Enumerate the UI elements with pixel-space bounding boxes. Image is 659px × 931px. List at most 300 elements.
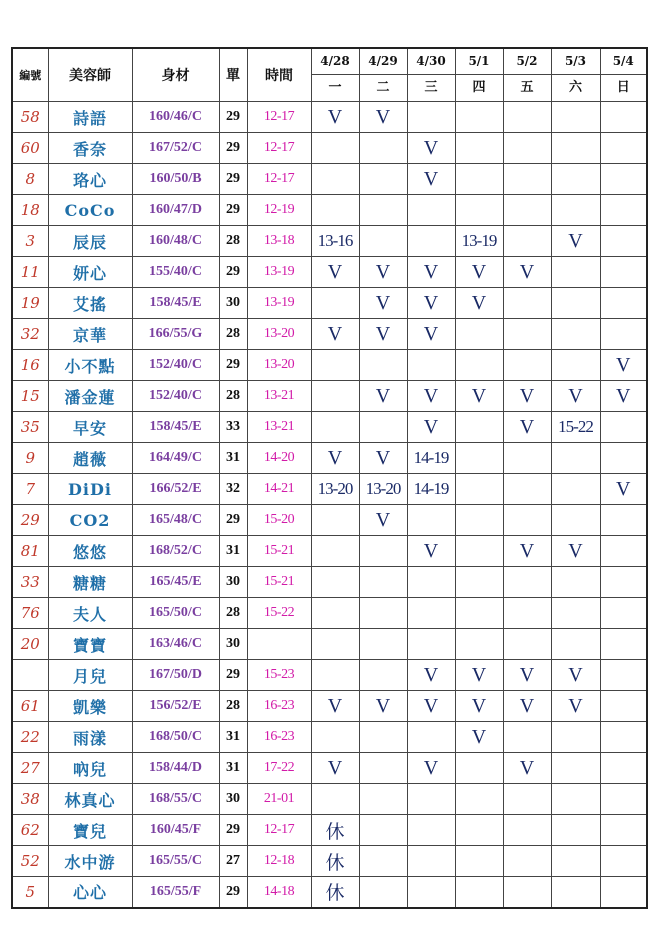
day-cell bbox=[600, 536, 647, 567]
day-cell: V bbox=[503, 691, 551, 722]
day-cell: 13-19 bbox=[455, 226, 503, 257]
day-cell bbox=[503, 133, 551, 164]
day-cell bbox=[407, 567, 455, 598]
day-cell bbox=[600, 815, 647, 846]
day-cell bbox=[311, 567, 359, 598]
day-cell bbox=[455, 784, 503, 815]
day-cell bbox=[455, 598, 503, 629]
stylist-orders: 31 bbox=[219, 753, 247, 784]
stylist-time: 12-17 bbox=[247, 164, 311, 195]
header-orders: 單 bbox=[219, 48, 247, 102]
day-cell: V bbox=[311, 443, 359, 474]
stylist-time: 13-21 bbox=[247, 381, 311, 412]
header-weekday-label: 一 bbox=[328, 80, 342, 95]
stylist-name: 凱樂 bbox=[48, 691, 132, 722]
day-cell bbox=[503, 102, 551, 133]
day-cell: V bbox=[407, 753, 455, 784]
stylist-time: 13-18 bbox=[247, 226, 311, 257]
header-time: 時間 bbox=[247, 48, 311, 102]
stylist-orders: 28 bbox=[219, 226, 247, 257]
stylist-body: 158/45/E bbox=[132, 412, 219, 443]
stylist-id: 52 bbox=[12, 846, 48, 877]
day-cell: V bbox=[551, 226, 600, 257]
stylist-id: 5 bbox=[12, 877, 48, 908]
stylist-time: 12-18 bbox=[247, 846, 311, 877]
day-cell bbox=[311, 288, 359, 319]
day-cell bbox=[600, 505, 647, 536]
header-date-4 bbox=[503, 48, 551, 102]
header-date-label: 5/3 bbox=[552, 49, 600, 75]
stylist-time: 15-20 bbox=[247, 505, 311, 536]
day-cell bbox=[455, 505, 503, 536]
stylist-id: 16 bbox=[12, 350, 48, 381]
stylist-orders: 29 bbox=[219, 877, 247, 908]
stylist-id: 58 bbox=[12, 102, 48, 133]
day-cell: V bbox=[600, 474, 647, 505]
header-date-label: 4/29 bbox=[360, 49, 407, 75]
stylist-body: 165/48/C bbox=[132, 505, 219, 536]
day-cell bbox=[600, 102, 647, 133]
table-row bbox=[12, 598, 647, 629]
schedule-body bbox=[12, 102, 647, 908]
day-cell bbox=[503, 226, 551, 257]
stylist-time: 15-23 bbox=[247, 660, 311, 691]
header-date-1 bbox=[359, 48, 407, 102]
day-cell bbox=[311, 536, 359, 567]
day-cell: V bbox=[311, 691, 359, 722]
day-cell bbox=[503, 567, 551, 598]
day-cell bbox=[600, 877, 647, 908]
day-cell bbox=[551, 629, 600, 660]
stylist-time: 17-22 bbox=[247, 753, 311, 784]
table-row bbox=[12, 412, 647, 443]
table-row bbox=[12, 877, 647, 908]
day-cell bbox=[311, 412, 359, 443]
day-cell: V bbox=[551, 691, 600, 722]
day-cell bbox=[359, 567, 407, 598]
stylist-orders: 29 bbox=[219, 660, 247, 691]
stylist-time: 15-21 bbox=[247, 567, 311, 598]
stylist-body: 165/55/C bbox=[132, 846, 219, 877]
day-cell bbox=[359, 877, 407, 908]
stylist-id: 9 bbox=[12, 443, 48, 474]
stylist-body: 165/50/C bbox=[132, 598, 219, 629]
stylist-name: 心心 bbox=[48, 877, 132, 908]
stylist-name: 京華 bbox=[48, 319, 132, 350]
day-cell bbox=[311, 133, 359, 164]
stylist-id: 29 bbox=[12, 505, 48, 536]
day-cell bbox=[455, 536, 503, 567]
day-cell bbox=[359, 350, 407, 381]
day-cell bbox=[407, 784, 455, 815]
day-cell bbox=[551, 753, 600, 784]
table-row bbox=[12, 536, 647, 567]
stylist-name: 趙薇 bbox=[48, 443, 132, 474]
day-cell bbox=[455, 195, 503, 226]
table-row bbox=[12, 784, 647, 815]
day-cell: V bbox=[503, 257, 551, 288]
day-cell bbox=[503, 722, 551, 753]
day-cell bbox=[503, 598, 551, 629]
day-cell: V bbox=[359, 381, 407, 412]
stylist-time: 12-17 bbox=[247, 133, 311, 164]
day-cell bbox=[600, 691, 647, 722]
day-cell: 13-20 bbox=[359, 474, 407, 505]
day-cell: V bbox=[455, 660, 503, 691]
day-cell bbox=[551, 846, 600, 877]
stylist-orders: 29 bbox=[219, 505, 247, 536]
day-cell bbox=[551, 257, 600, 288]
day-cell bbox=[455, 629, 503, 660]
day-cell bbox=[407, 598, 455, 629]
stylist-body: 160/48/C bbox=[132, 226, 219, 257]
stylist-orders: 28 bbox=[219, 691, 247, 722]
day-cell: V bbox=[407, 536, 455, 567]
stylist-orders: 29 bbox=[219, 257, 247, 288]
day-cell bbox=[551, 319, 600, 350]
stylist-orders: 31 bbox=[219, 443, 247, 474]
stylist-name: 寶寶 bbox=[48, 629, 132, 660]
day-cell bbox=[407, 102, 455, 133]
stylist-name: 雨漾 bbox=[48, 722, 132, 753]
table-row bbox=[12, 629, 647, 660]
table-row bbox=[12, 257, 647, 288]
stylist-orders: 30 bbox=[219, 784, 247, 815]
table-row bbox=[12, 102, 647, 133]
stylist-time: 13-19 bbox=[247, 288, 311, 319]
stylist-orders: 29 bbox=[219, 133, 247, 164]
day-cell bbox=[600, 443, 647, 474]
schedule-table bbox=[11, 47, 648, 909]
header-body: 身材 bbox=[132, 48, 219, 102]
stylist-name: 小不點 bbox=[48, 350, 132, 381]
day-cell bbox=[359, 846, 407, 877]
stylist-orders: 32 bbox=[219, 474, 247, 505]
day-cell bbox=[503, 288, 551, 319]
day-cell bbox=[455, 567, 503, 598]
day-cell bbox=[600, 257, 647, 288]
table-row bbox=[12, 722, 647, 753]
day-cell: V bbox=[359, 691, 407, 722]
stylist-time: 16-23 bbox=[247, 691, 311, 722]
day-cell bbox=[551, 722, 600, 753]
day-cell: V bbox=[600, 381, 647, 412]
day-cell bbox=[551, 164, 600, 195]
day-cell: V bbox=[311, 257, 359, 288]
day-cell bbox=[600, 629, 647, 660]
table-row bbox=[12, 350, 647, 381]
stylist-body: 155/40/C bbox=[132, 257, 219, 288]
day-cell bbox=[311, 784, 359, 815]
day-cell: V bbox=[359, 288, 407, 319]
header-date-label: 5/1 bbox=[456, 49, 503, 75]
day-cell bbox=[600, 164, 647, 195]
day-cell bbox=[311, 381, 359, 412]
day-cell bbox=[311, 598, 359, 629]
stylist-time: 13-20 bbox=[247, 319, 311, 350]
stylist-body: 164/49/C bbox=[132, 443, 219, 474]
day-cell bbox=[600, 412, 647, 443]
day-cell bbox=[503, 505, 551, 536]
day-cell bbox=[600, 288, 647, 319]
day-cell: 15-22 bbox=[551, 412, 600, 443]
day-cell bbox=[503, 319, 551, 350]
day-cell: 14-19 bbox=[407, 443, 455, 474]
stylist-body: 158/45/E bbox=[132, 288, 219, 319]
day-cell: 休 bbox=[311, 877, 359, 908]
day-cell: 14-19 bbox=[407, 474, 455, 505]
header-weekday-label: 三 bbox=[424, 80, 438, 95]
day-cell: V bbox=[407, 660, 455, 691]
stylist-id: 35 bbox=[12, 412, 48, 443]
day-cell bbox=[455, 164, 503, 195]
stylist-body: 152/40/C bbox=[132, 350, 219, 381]
stylist-body: 160/50/B bbox=[132, 164, 219, 195]
stylist-id: 32 bbox=[12, 319, 48, 350]
table-row bbox=[12, 691, 647, 722]
header-stylist: 美容師 bbox=[48, 48, 132, 102]
stylist-id: 60 bbox=[12, 133, 48, 164]
day-cell bbox=[407, 629, 455, 660]
day-cell bbox=[600, 598, 647, 629]
stylist-orders: 30 bbox=[219, 567, 247, 598]
stylist-time: 12-19 bbox=[247, 195, 311, 226]
day-cell: V bbox=[551, 536, 600, 567]
day-cell: V bbox=[407, 319, 455, 350]
day-cell: V bbox=[407, 412, 455, 443]
stylist-id: 8 bbox=[12, 164, 48, 195]
day-cell bbox=[455, 474, 503, 505]
day-cell bbox=[359, 753, 407, 784]
day-cell: 13-20 bbox=[311, 474, 359, 505]
stylist-name: 艾搖 bbox=[48, 288, 132, 319]
day-cell bbox=[407, 195, 455, 226]
header-id: 編號 bbox=[12, 48, 48, 102]
header-date-label: 4/30 bbox=[408, 49, 455, 75]
day-cell bbox=[551, 877, 600, 908]
day-cell: V bbox=[551, 660, 600, 691]
stylist-body: 160/46/C bbox=[132, 102, 219, 133]
day-cell: V bbox=[359, 443, 407, 474]
day-cell bbox=[600, 753, 647, 784]
day-cell bbox=[551, 288, 600, 319]
day-cell bbox=[600, 567, 647, 598]
day-cell bbox=[359, 815, 407, 846]
stylist-time: 14-18 bbox=[247, 877, 311, 908]
day-cell: V bbox=[311, 102, 359, 133]
day-cell bbox=[311, 195, 359, 226]
stylist-id: 7 bbox=[12, 474, 48, 505]
day-cell bbox=[407, 877, 455, 908]
header-date-2 bbox=[407, 48, 455, 102]
day-cell bbox=[600, 722, 647, 753]
day-cell bbox=[503, 164, 551, 195]
day-cell bbox=[600, 784, 647, 815]
stylist-body: 163/46/C bbox=[132, 629, 219, 660]
stylist-id: 76 bbox=[12, 598, 48, 629]
stylist-orders: 31 bbox=[219, 722, 247, 753]
stylist-name: 早安 bbox=[48, 412, 132, 443]
day-cell bbox=[407, 815, 455, 846]
day-cell bbox=[311, 629, 359, 660]
stylist-name: 水中游 bbox=[48, 846, 132, 877]
day-cell bbox=[311, 350, 359, 381]
day-cell: V bbox=[455, 257, 503, 288]
day-cell bbox=[455, 753, 503, 784]
stylist-id bbox=[12, 660, 48, 691]
stylist-body: 166/52/E bbox=[132, 474, 219, 505]
table-row bbox=[12, 567, 647, 598]
stylist-time: 16-23 bbox=[247, 722, 311, 753]
day-cell bbox=[551, 102, 600, 133]
day-cell: 13-16 bbox=[311, 226, 359, 257]
stylist-name: 珞心 bbox=[48, 164, 132, 195]
stylist-body: 167/50/D bbox=[132, 660, 219, 691]
stylist-name: 糖糖 bbox=[48, 567, 132, 598]
stylist-id: 11 bbox=[12, 257, 48, 288]
table-row bbox=[12, 474, 647, 505]
day-cell: V bbox=[455, 381, 503, 412]
stylist-body: 160/45/F bbox=[132, 815, 219, 846]
day-cell bbox=[551, 567, 600, 598]
day-cell bbox=[359, 784, 407, 815]
stylist-name: 妍心 bbox=[48, 257, 132, 288]
table-row bbox=[12, 753, 647, 784]
header-weekday-label: 二 bbox=[376, 80, 390, 95]
day-cell: V bbox=[503, 381, 551, 412]
day-cell: 休 bbox=[311, 815, 359, 846]
day-cell bbox=[359, 722, 407, 753]
stylist-body: 166/55/G bbox=[132, 319, 219, 350]
stylist-name: 香奈 bbox=[48, 133, 132, 164]
day-cell bbox=[455, 133, 503, 164]
day-cell bbox=[455, 877, 503, 908]
stylist-name: DiDi bbox=[48, 474, 132, 505]
day-cell: V bbox=[503, 660, 551, 691]
day-cell bbox=[600, 133, 647, 164]
header-row bbox=[12, 48, 647, 102]
day-cell bbox=[503, 784, 551, 815]
day-cell bbox=[503, 629, 551, 660]
header-date-label: 5/2 bbox=[504, 49, 551, 75]
day-cell bbox=[551, 598, 600, 629]
day-cell bbox=[503, 877, 551, 908]
day-cell bbox=[551, 195, 600, 226]
stylist-name: CO2 bbox=[48, 505, 132, 536]
day-cell: V bbox=[359, 319, 407, 350]
stylist-id: 15 bbox=[12, 381, 48, 412]
stylist-body: 152/40/C bbox=[132, 381, 219, 412]
stylist-time: 15-21 bbox=[247, 536, 311, 567]
table-row bbox=[12, 443, 647, 474]
stylist-name: CoCo bbox=[48, 195, 132, 226]
stylist-orders: 29 bbox=[219, 195, 247, 226]
day-cell: V bbox=[600, 350, 647, 381]
stylist-body: 165/45/E bbox=[132, 567, 219, 598]
day-cell: V bbox=[407, 288, 455, 319]
day-cell bbox=[503, 350, 551, 381]
stylist-id: 3 bbox=[12, 226, 48, 257]
day-cell bbox=[600, 195, 647, 226]
day-cell bbox=[551, 133, 600, 164]
day-cell: 休 bbox=[311, 846, 359, 877]
day-cell bbox=[600, 660, 647, 691]
day-cell bbox=[455, 412, 503, 443]
day-cell bbox=[407, 226, 455, 257]
header-date-3 bbox=[455, 48, 503, 102]
stylist-id: 19 bbox=[12, 288, 48, 319]
day-cell: V bbox=[311, 319, 359, 350]
stylist-id: 38 bbox=[12, 784, 48, 815]
day-cell bbox=[455, 350, 503, 381]
table-row bbox=[12, 660, 647, 691]
day-cell: V bbox=[455, 288, 503, 319]
stylist-orders: 29 bbox=[219, 164, 247, 195]
day-cell bbox=[359, 598, 407, 629]
day-cell: V bbox=[359, 505, 407, 536]
day-cell: V bbox=[407, 133, 455, 164]
day-cell bbox=[359, 133, 407, 164]
day-cell: V bbox=[503, 412, 551, 443]
stylist-time: 13-21 bbox=[247, 412, 311, 443]
table-row bbox=[12, 505, 647, 536]
day-cell bbox=[551, 784, 600, 815]
stylist-orders: 30 bbox=[219, 288, 247, 319]
day-cell bbox=[551, 443, 600, 474]
day-cell: V bbox=[407, 164, 455, 195]
header-weekday-label: 五 bbox=[520, 80, 534, 95]
day-cell bbox=[407, 505, 455, 536]
stylist-name: 辰辰 bbox=[48, 226, 132, 257]
stylist-id: 81 bbox=[12, 536, 48, 567]
stylist-orders: 29 bbox=[219, 350, 247, 381]
stylist-name: 夫人 bbox=[48, 598, 132, 629]
day-cell bbox=[455, 815, 503, 846]
header-weekday-label: 六 bbox=[568, 80, 582, 95]
day-cell bbox=[551, 505, 600, 536]
day-cell bbox=[600, 226, 647, 257]
table-row bbox=[12, 288, 647, 319]
day-cell bbox=[503, 474, 551, 505]
stylist-time: 15-22 bbox=[247, 598, 311, 629]
stylist-orders: 28 bbox=[219, 381, 247, 412]
stylist-id: 27 bbox=[12, 753, 48, 784]
day-cell bbox=[551, 350, 600, 381]
stylist-name: 林真心 bbox=[48, 784, 132, 815]
stylist-body: 165/55/F bbox=[132, 877, 219, 908]
table-row bbox=[12, 846, 647, 877]
stylist-id: 20 bbox=[12, 629, 48, 660]
day-cell bbox=[407, 846, 455, 877]
header-date-6 bbox=[600, 48, 647, 102]
day-cell bbox=[359, 536, 407, 567]
stylist-id: 62 bbox=[12, 815, 48, 846]
day-cell: V bbox=[407, 381, 455, 412]
stylist-id: 22 bbox=[12, 722, 48, 753]
day-cell bbox=[503, 846, 551, 877]
stylist-name: 詩語 bbox=[48, 102, 132, 133]
table-row bbox=[12, 133, 647, 164]
header-date-label: 4/28 bbox=[312, 49, 359, 75]
header-date-0 bbox=[311, 48, 359, 102]
stylist-orders: 29 bbox=[219, 102, 247, 133]
header-date-5 bbox=[551, 48, 600, 102]
day-cell bbox=[503, 195, 551, 226]
stylist-id: 61 bbox=[12, 691, 48, 722]
day-cell bbox=[455, 102, 503, 133]
stylist-id: 33 bbox=[12, 567, 48, 598]
header-weekday-label: 日 bbox=[616, 80, 630, 95]
